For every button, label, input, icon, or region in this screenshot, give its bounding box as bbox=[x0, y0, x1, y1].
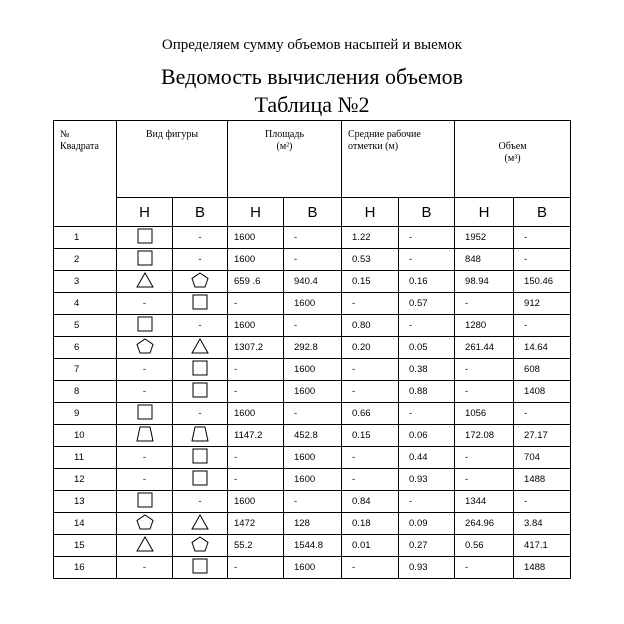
figure-n-cell bbox=[117, 315, 173, 337]
square-number-cell: 13 bbox=[54, 491, 117, 513]
triangle-figure-icon bbox=[191, 514, 209, 533]
table-row bbox=[54, 447, 571, 469]
volume-b-cell: 1488 bbox=[514, 557, 571, 579]
mark-b-cell: - bbox=[399, 491, 455, 513]
square-number-cell: 4 bbox=[54, 293, 117, 315]
mark-b-cell: 0.16 bbox=[399, 271, 455, 293]
area-b-cell: 128 bbox=[284, 513, 342, 535]
mark-b-cell: 0.27 bbox=[399, 535, 455, 557]
area-b-cell: 1600 bbox=[284, 293, 342, 315]
figure-n-cell bbox=[117, 337, 173, 359]
triangle-figure-icon bbox=[136, 272, 154, 291]
area-n-cell: 659 .6 bbox=[228, 271, 284, 293]
volume-b-cell: 3.84 bbox=[514, 513, 571, 535]
table-row bbox=[54, 249, 571, 271]
mark-n-cell: 0.18 bbox=[342, 513, 399, 535]
square-number-cell: 11 bbox=[54, 447, 117, 469]
volume-b-cell: 150.46 bbox=[514, 271, 571, 293]
figure-n-cell bbox=[117, 403, 173, 425]
mark-b-cell: 0.88 bbox=[399, 381, 455, 403]
mark-n-cell: 0.53 bbox=[342, 249, 399, 271]
square-figure-icon bbox=[137, 250, 153, 269]
table-row bbox=[54, 513, 571, 535]
mark-b-cell: - bbox=[399, 227, 455, 249]
figure-n-cell bbox=[117, 227, 173, 249]
table-row bbox=[54, 381, 571, 403]
square-number-cell: 16 bbox=[54, 557, 117, 579]
figure-b-cell bbox=[173, 293, 228, 315]
area-b-cell: 1600 bbox=[284, 557, 342, 579]
area-b-cell: 1600 bbox=[284, 359, 342, 381]
area-n-cell: 55.2 bbox=[228, 535, 284, 557]
subheader-figure-b: В bbox=[173, 198, 228, 227]
figure-n-cell: - bbox=[117, 359, 173, 381]
statement-title: Ведомость вычисления объемов bbox=[160, 64, 464, 89]
pentagon-figure-icon bbox=[191, 272, 209, 291]
area-b-cell: - bbox=[284, 491, 342, 513]
volume-b-cell: 417.1 bbox=[514, 535, 571, 557]
figure-b-cell bbox=[173, 271, 228, 293]
mark-b-cell: - bbox=[399, 315, 455, 337]
square-figure-icon bbox=[192, 382, 208, 401]
subheader-area-n: Н bbox=[228, 198, 284, 227]
mark-n-cell: - bbox=[342, 557, 399, 579]
figure-b-cell bbox=[173, 447, 228, 469]
mark-b-cell: 0.44 bbox=[399, 447, 455, 469]
figure-b-cell: - bbox=[173, 249, 228, 271]
area-b-cell: - bbox=[284, 249, 342, 271]
volume-n-cell: - bbox=[455, 381, 514, 403]
volume-n-cell: 848 bbox=[455, 249, 514, 271]
volume-b-cell: - bbox=[514, 315, 571, 337]
area-n-cell: 1472 bbox=[228, 513, 284, 535]
volume-n-cell: - bbox=[455, 557, 514, 579]
trapezoid-figure-icon bbox=[191, 426, 209, 445]
square-figure-icon bbox=[192, 470, 208, 489]
volume-b-cell: - bbox=[514, 491, 571, 513]
volume-b-cell: 608 bbox=[514, 359, 571, 381]
figure-n-cell: - bbox=[117, 557, 173, 579]
area-n-cell: 1600 bbox=[228, 491, 284, 513]
area-n-cell: 1600 bbox=[228, 315, 284, 337]
square-number-cell: 5 bbox=[54, 315, 117, 337]
area-n-cell: 1600 bbox=[228, 249, 284, 271]
triangle-figure-icon bbox=[136, 536, 154, 555]
figure-b-cell bbox=[173, 337, 228, 359]
area-n-cell: - bbox=[228, 293, 284, 315]
area-n-cell: 1307.2 bbox=[228, 337, 284, 359]
volume-b-cell: - bbox=[514, 227, 571, 249]
area-b-cell: 452.8 bbox=[284, 425, 342, 447]
document-subtitle: Определяем сумму объемов насыпей и выемок bbox=[161, 37, 463, 53]
mark-b-cell: 0.93 bbox=[399, 469, 455, 491]
volume-n-cell: 264.96 bbox=[455, 513, 514, 535]
figure-n-cell: - bbox=[117, 447, 173, 469]
area-header: Площадь (м²) bbox=[228, 121, 342, 198]
table-row bbox=[54, 535, 571, 557]
subheader-mark-n: Н bbox=[342, 198, 399, 227]
mark-b-cell: 0.38 bbox=[399, 359, 455, 381]
volume-n-cell: - bbox=[455, 469, 514, 491]
square-figure-icon bbox=[137, 316, 153, 335]
square-number-cell: 9 bbox=[54, 403, 117, 425]
volume-n-cell: 1344 bbox=[455, 491, 514, 513]
figure-n-cell: - bbox=[117, 469, 173, 491]
square-figure-icon bbox=[137, 228, 153, 247]
table-row bbox=[54, 425, 571, 447]
mark-n-cell: 0.20 bbox=[342, 337, 399, 359]
square-number-header: № Квадрата bbox=[54, 121, 117, 227]
square-figure-icon bbox=[137, 404, 153, 423]
volume-n-cell: 98.94 bbox=[455, 271, 514, 293]
figure-b-cell: - bbox=[173, 491, 228, 513]
figure-n-cell bbox=[117, 491, 173, 513]
mark-b-cell: 0.06 bbox=[399, 425, 455, 447]
mark-b-cell: - bbox=[399, 403, 455, 425]
area-n-cell: 1600 bbox=[228, 227, 284, 249]
volume-b-cell: 704 bbox=[514, 447, 571, 469]
volume-n-cell: 172.08 bbox=[455, 425, 514, 447]
subheader-volume-b: В bbox=[514, 198, 571, 227]
figure-b-cell bbox=[173, 425, 228, 447]
pentagon-figure-icon bbox=[136, 514, 154, 533]
mark-b-cell: 0.05 bbox=[399, 337, 455, 359]
figure-b-cell: - bbox=[173, 315, 228, 337]
area-n-cell: - bbox=[228, 381, 284, 403]
mark-n-cell: 0.80 bbox=[342, 315, 399, 337]
volume-n-cell: 1056 bbox=[455, 403, 514, 425]
square-figure-icon bbox=[192, 448, 208, 467]
volume-n-cell: 0.56 bbox=[455, 535, 514, 557]
header-row bbox=[54, 121, 571, 198]
mark-n-cell: - bbox=[342, 469, 399, 491]
mark-n-cell: - bbox=[342, 293, 399, 315]
square-number-cell: 7 bbox=[54, 359, 117, 381]
square-number-cell: 3 bbox=[54, 271, 117, 293]
area-n-cell: 1600 bbox=[228, 403, 284, 425]
volume-b-cell: 1408 bbox=[514, 381, 571, 403]
area-b-cell: - bbox=[284, 227, 342, 249]
square-number-cell: 15 bbox=[54, 535, 117, 557]
area-b-cell: 940.4 bbox=[284, 271, 342, 293]
subheader-row bbox=[54, 198, 571, 227]
subheader-figure-n: Н bbox=[117, 198, 173, 227]
square-number-cell: 6 bbox=[54, 337, 117, 359]
mark-n-cell: 0.15 bbox=[342, 425, 399, 447]
mark-b-cell: 0.09 bbox=[399, 513, 455, 535]
area-n-cell: - bbox=[228, 359, 284, 381]
volume-b-cell: 27.17 bbox=[514, 425, 571, 447]
table-row bbox=[54, 227, 571, 249]
square-number-cell: 8 bbox=[54, 381, 117, 403]
area-b-cell: 1600 bbox=[284, 381, 342, 403]
volumes-table bbox=[53, 120, 571, 579]
figure-b-cell bbox=[173, 381, 228, 403]
square-number-cell: 1 bbox=[54, 227, 117, 249]
mark-n-cell: 1.22 bbox=[342, 227, 399, 249]
area-b-cell: 1600 bbox=[284, 469, 342, 491]
table-row bbox=[54, 557, 571, 579]
square-figure-icon bbox=[137, 492, 153, 511]
figure-n-cell bbox=[117, 249, 173, 271]
figure-n-cell bbox=[117, 425, 173, 447]
mark-n-cell: 0.15 bbox=[342, 271, 399, 293]
figure-n-cell: - bbox=[117, 381, 173, 403]
figure-n-cell bbox=[117, 271, 173, 293]
area-b-cell: 1600 bbox=[284, 447, 342, 469]
triangle-figure-icon bbox=[191, 338, 209, 357]
area-n-cell: - bbox=[228, 447, 284, 469]
area-b-cell: 1544.8 bbox=[284, 535, 342, 557]
volume-n-cell: - bbox=[455, 447, 514, 469]
volume-b-cell: 1488 bbox=[514, 469, 571, 491]
mark-b-cell: 0.93 bbox=[399, 557, 455, 579]
table-row bbox=[54, 293, 571, 315]
subheader-area-b: В bbox=[284, 198, 342, 227]
square-number-cell: 12 bbox=[54, 469, 117, 491]
volume-header: Объем (м³) bbox=[455, 121, 571, 198]
square-number-cell: 10 bbox=[54, 425, 117, 447]
figure-b-cell: - bbox=[173, 403, 228, 425]
mark-n-cell: 0.84 bbox=[342, 491, 399, 513]
table-row bbox=[54, 337, 571, 359]
figure-b-cell bbox=[173, 535, 228, 557]
mark-n-cell: 0.01 bbox=[342, 535, 399, 557]
volume-n-cell: 1952 bbox=[455, 227, 514, 249]
table-row bbox=[54, 469, 571, 491]
mark-b-cell: 0.57 bbox=[399, 293, 455, 315]
volume-n-cell: - bbox=[455, 293, 514, 315]
pentagon-figure-icon bbox=[136, 338, 154, 357]
table-row bbox=[54, 403, 571, 425]
figure-type-header: Вид фигуры bbox=[117, 121, 228, 198]
volume-n-cell: 261.44 bbox=[455, 337, 514, 359]
mark-b-cell: - bbox=[399, 249, 455, 271]
figure-b-cell bbox=[173, 469, 228, 491]
subheader-mark-b: В bbox=[399, 198, 455, 227]
volume-n-cell: 1280 bbox=[455, 315, 514, 337]
area-b-cell: - bbox=[284, 315, 342, 337]
pentagon-figure-icon bbox=[191, 536, 209, 555]
area-n-cell: 1147.2 bbox=[228, 425, 284, 447]
figure-n-cell bbox=[117, 535, 173, 557]
table-row bbox=[54, 271, 571, 293]
working-marks-header: Средние рабочие отметки (м) bbox=[342, 121, 455, 198]
square-figure-icon bbox=[192, 558, 208, 577]
table-row bbox=[54, 315, 571, 337]
area-b-cell: - bbox=[284, 403, 342, 425]
area-n-cell: - bbox=[228, 469, 284, 491]
square-number-cell: 14 bbox=[54, 513, 117, 535]
volume-n-cell: - bbox=[455, 359, 514, 381]
mark-n-cell: 0.66 bbox=[342, 403, 399, 425]
volume-b-cell: 912 bbox=[514, 293, 571, 315]
square-figure-icon bbox=[192, 294, 208, 313]
subheader-volume-n: Н bbox=[455, 198, 514, 227]
square-number-cell: 2 bbox=[54, 249, 117, 271]
volume-b-cell: - bbox=[514, 403, 571, 425]
figure-b-cell bbox=[173, 359, 228, 381]
volume-b-cell: - bbox=[514, 249, 571, 271]
mark-n-cell: - bbox=[342, 381, 399, 403]
figure-n-cell bbox=[117, 513, 173, 535]
figure-b-cell: - bbox=[173, 227, 228, 249]
area-n-cell: - bbox=[228, 557, 284, 579]
square-figure-icon bbox=[192, 360, 208, 379]
trapezoid-figure-icon bbox=[136, 426, 154, 445]
table-row bbox=[54, 359, 571, 381]
table-row bbox=[54, 491, 571, 513]
volume-b-cell: 14.64 bbox=[514, 337, 571, 359]
mark-n-cell: - bbox=[342, 359, 399, 381]
mark-n-cell: - bbox=[342, 447, 399, 469]
figure-b-cell bbox=[173, 513, 228, 535]
area-b-cell: 292.8 bbox=[284, 337, 342, 359]
table-title: Таблица №2 bbox=[254, 92, 370, 117]
figure-b-cell bbox=[173, 557, 228, 579]
figure-n-cell: - bbox=[117, 293, 173, 315]
